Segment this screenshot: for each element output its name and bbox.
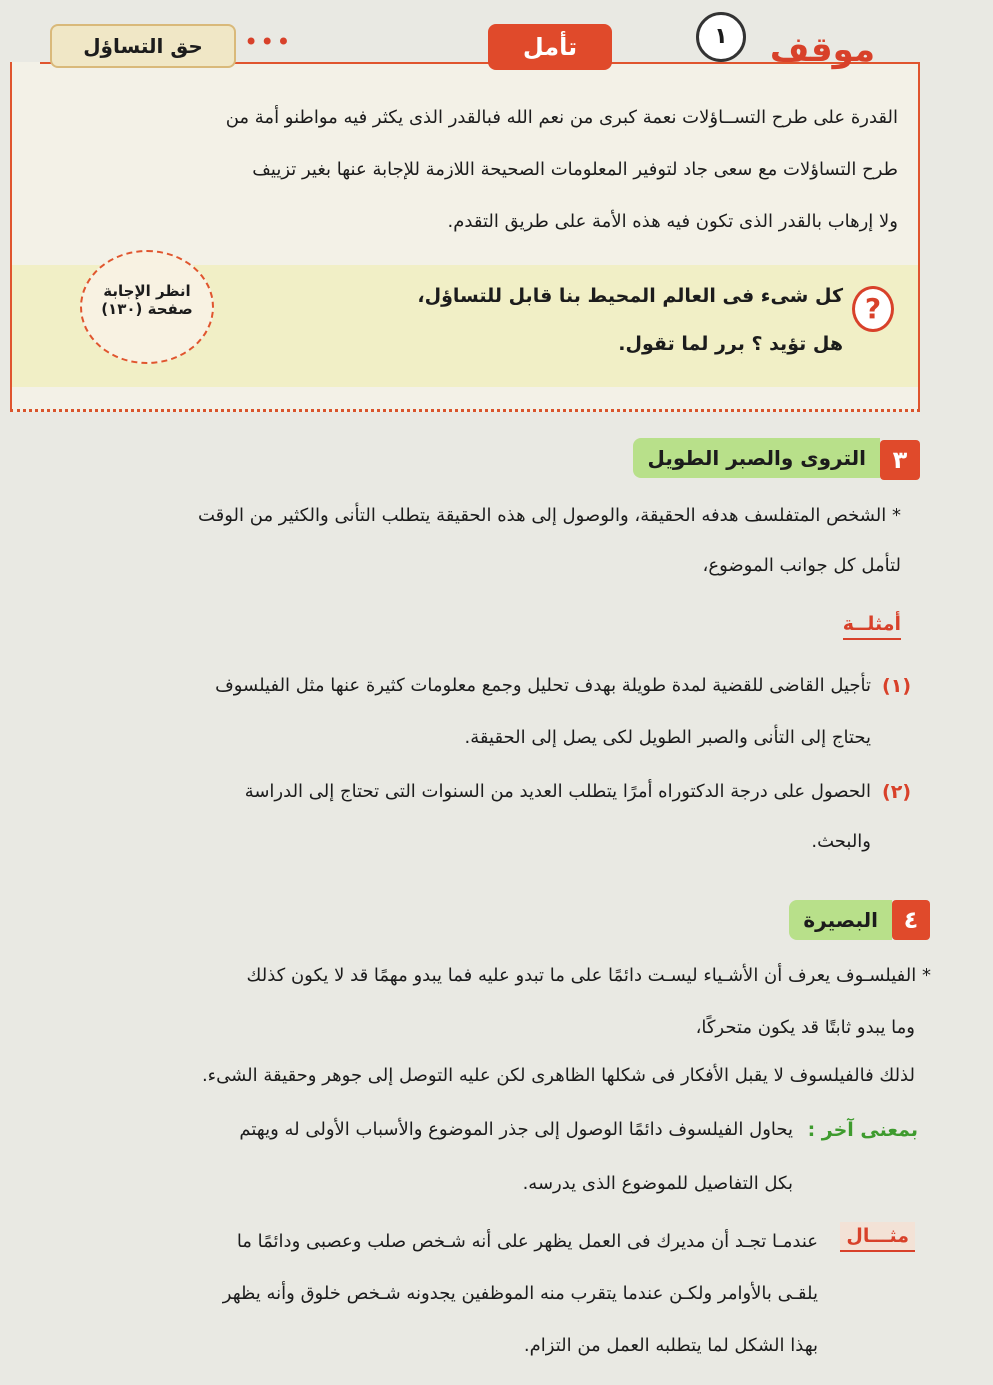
section3-body: * الشخص المتفلسف هدفه الحقيقة، والوصول إلى هذه الحقيقة يتطلب التأنى والكثير من الوقت <box>197 505 901 526</box>
example-number: (٢) <box>882 781 911 803</box>
section4-number: ٤ <box>892 900 930 940</box>
example-line: تأجيل القاضى للقضية لمدة طويلة بهدف تحليل وجمع معلومات كثيرة عنها مثل الفيلسوف <box>215 675 871 696</box>
intro-line: طرح التساؤلات مع سعى جاد لتوفير المعلومات الصحيحة اللازمة للإجابة عنها بغير تزييف <box>252 159 898 180</box>
topic-tag: حق التساؤل <box>50 24 236 68</box>
example-line: يحتاج إلى التأنى والصبر الطويل لكى يصل إلى الحقيقة. <box>464 727 871 748</box>
other-meaning-line: بكل التفاصيل للموضوع الذى يدرسه. <box>522 1173 793 1194</box>
example-number: (١) <box>882 675 911 697</box>
question-mark-icon: ? <box>852 286 894 332</box>
section3-number: ٣ <box>880 440 920 480</box>
intro-line: ولا إرهاب بالقدر الذى تكون فيه هذه الأمة على طريق التقدم. <box>447 211 898 232</box>
answer-ref-line: انظر الإجابة <box>103 282 191 300</box>
example-line: يلقـى بالأوامر ولكـن عندما يتقرب منه الموظفين يجدونه شـخص خلوق وأنه يظهر <box>222 1283 818 1304</box>
magnifier-icon <box>696 12 746 62</box>
question-line: كل شىء فى العالم المحيط بنا قابل للتساؤل، <box>417 285 843 307</box>
section3-body: لتأمل كل جوانب الموضوع، <box>702 555 901 576</box>
dots-icon: ••• <box>244 28 293 56</box>
example-line: الحصول على درجة الدكتوراه أمرًا يتطلب العديد من السنوات التى تحتاج إلى الدراسة <box>244 781 871 802</box>
example-line: والبحث. <box>811 831 871 852</box>
examples-label: أمثلــة <box>843 610 901 640</box>
example-line: بهذا الشكل لما يتطلبه العمل من التزام. <box>523 1335 818 1356</box>
header-title: موقف <box>769 30 875 70</box>
answer-ref-page: صفحة (١٣٠) <box>101 300 193 318</box>
header-number: ١ <box>714 24 728 49</box>
section4-title: البصيرة <box>789 900 892 940</box>
header-badge: تأمل <box>488 24 612 70</box>
section4-body: * الفيلسـوف يعرف أن الأشـياء ليسـت دائمًا على ما تبدو عليه فما يبدو مهمًا قد لا يكون كذلك <box>246 965 931 986</box>
other-meaning-label: بمعنى آخر : <box>807 1119 918 1141</box>
question-line: هل تؤيد ؟ برر لما تقول. <box>618 333 843 355</box>
section4-body: وما يبدو ثابتًا قد يكون متحركًا، <box>695 1017 915 1038</box>
intro-line: القدرة على طرح التســاؤلات نعمة كبرى من نعم الله فبالقدر الذى يكثر فيه مواطنو أمة من <box>225 107 898 128</box>
other-meaning-line: يحاول الفيلسوف دائمًا الوصول إلى جذر الموضوع والأسباب الأولى له ويهتم <box>239 1119 793 1140</box>
example-line: عندمـا تجـد أن مديرك فى العمل يظهر على أنه شـخص صلب وعصبى ودائمًا ما <box>236 1231 818 1252</box>
answer-ref-burst[interactable] <box>80 250 214 364</box>
section3-title: التروى والصبر الطويل <box>633 438 880 478</box>
example-label: مثـــال <box>840 1222 915 1252</box>
section4-body: لذلك فالفيلسوف لا يقبل الأفكار فى شكلها الظاهرى لكن عليه التوصل إلى جوهر وحقيقة الشىء. <box>201 1065 915 1086</box>
